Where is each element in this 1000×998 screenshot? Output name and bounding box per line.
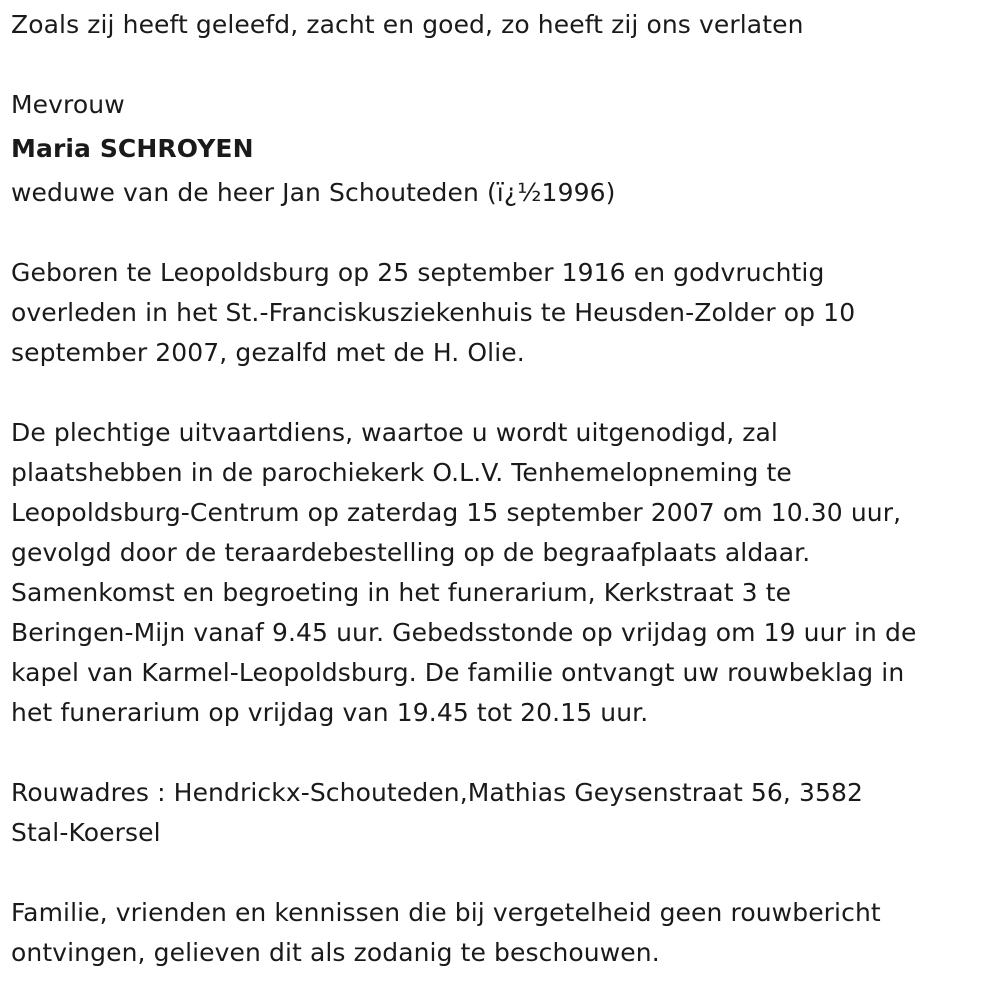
spacer bbox=[11, 373, 991, 413]
text-line: Rouwadres : Hendrickx-Schouteden,Mathias Geysenstraat 56, 3582 bbox=[11, 778, 864, 807]
text-line: Stal-Koersel bbox=[11, 818, 161, 847]
motto: Zoals zij heeft geleefd, zacht en goed, zo heeft zij ons verlaten bbox=[11, 10, 804, 39]
honorific: Mevrouw bbox=[11, 90, 125, 119]
address-paragraph bbox=[11, 773, 991, 853]
birth-death-paragraph bbox=[11, 253, 991, 373]
closing-paragraph bbox=[11, 893, 991, 973]
spacer bbox=[11, 733, 991, 773]
spacer bbox=[11, 853, 991, 893]
text-line: kapel van Karmel-Leopoldsburg. De familie ontvangt uw rouwbeklag in bbox=[11, 658, 905, 687]
text-line: september 2007, gezalfd met de H. Olie. bbox=[11, 338, 525, 367]
text-line: gevolgd door de teraardebestelling op de begraafplaats aldaar. bbox=[11, 538, 811, 567]
spacer bbox=[11, 45, 991, 85]
deceased-name: Maria SCHROYEN bbox=[11, 134, 254, 163]
text-line: plaatshebben in de parochiekerk O.L.V. Tenhemelopneming te bbox=[11, 458, 792, 487]
text-line: Geboren te Leopoldsburg op 25 september 1916 en godvruchtig bbox=[11, 258, 825, 287]
text-line: De plechtige uitvaartdiens, waartoe u wordt uitgenodigd, zal bbox=[11, 418, 778, 447]
text-line: Samenkomst en begroeting in het funerarium, Kerkstraat 3 te bbox=[11, 578, 792, 607]
spacer bbox=[11, 213, 991, 253]
text-line: het funerarium op vrijdag van 19.45 tot 20.15 uur. bbox=[11, 698, 649, 727]
death-notice bbox=[11, 5, 991, 973]
widow-of: weduwe van de heer Jan Schouteden (ï¿½1996) bbox=[11, 178, 616, 207]
text-line: overleden in het St.-Franciskusziekenhuis te Heusden-Zolder op 10 bbox=[11, 298, 856, 327]
text-line: Leopoldsburg-Centrum op zaterdag 15 september 2007 om 10.30 uur, bbox=[11, 498, 902, 527]
text-line: Familie, vrienden en kennissen die bij vergetelheid geen rouwbericht bbox=[11, 898, 881, 927]
text-line: ontvingen, gelieven dit als zodanig te beschouwen. bbox=[11, 938, 660, 967]
text-line: Beringen-Mijn vanaf 9.45 uur. Gebedsstonde op vrijdag om 19 uur in de bbox=[11, 618, 917, 647]
funeral-paragraph bbox=[11, 413, 991, 733]
